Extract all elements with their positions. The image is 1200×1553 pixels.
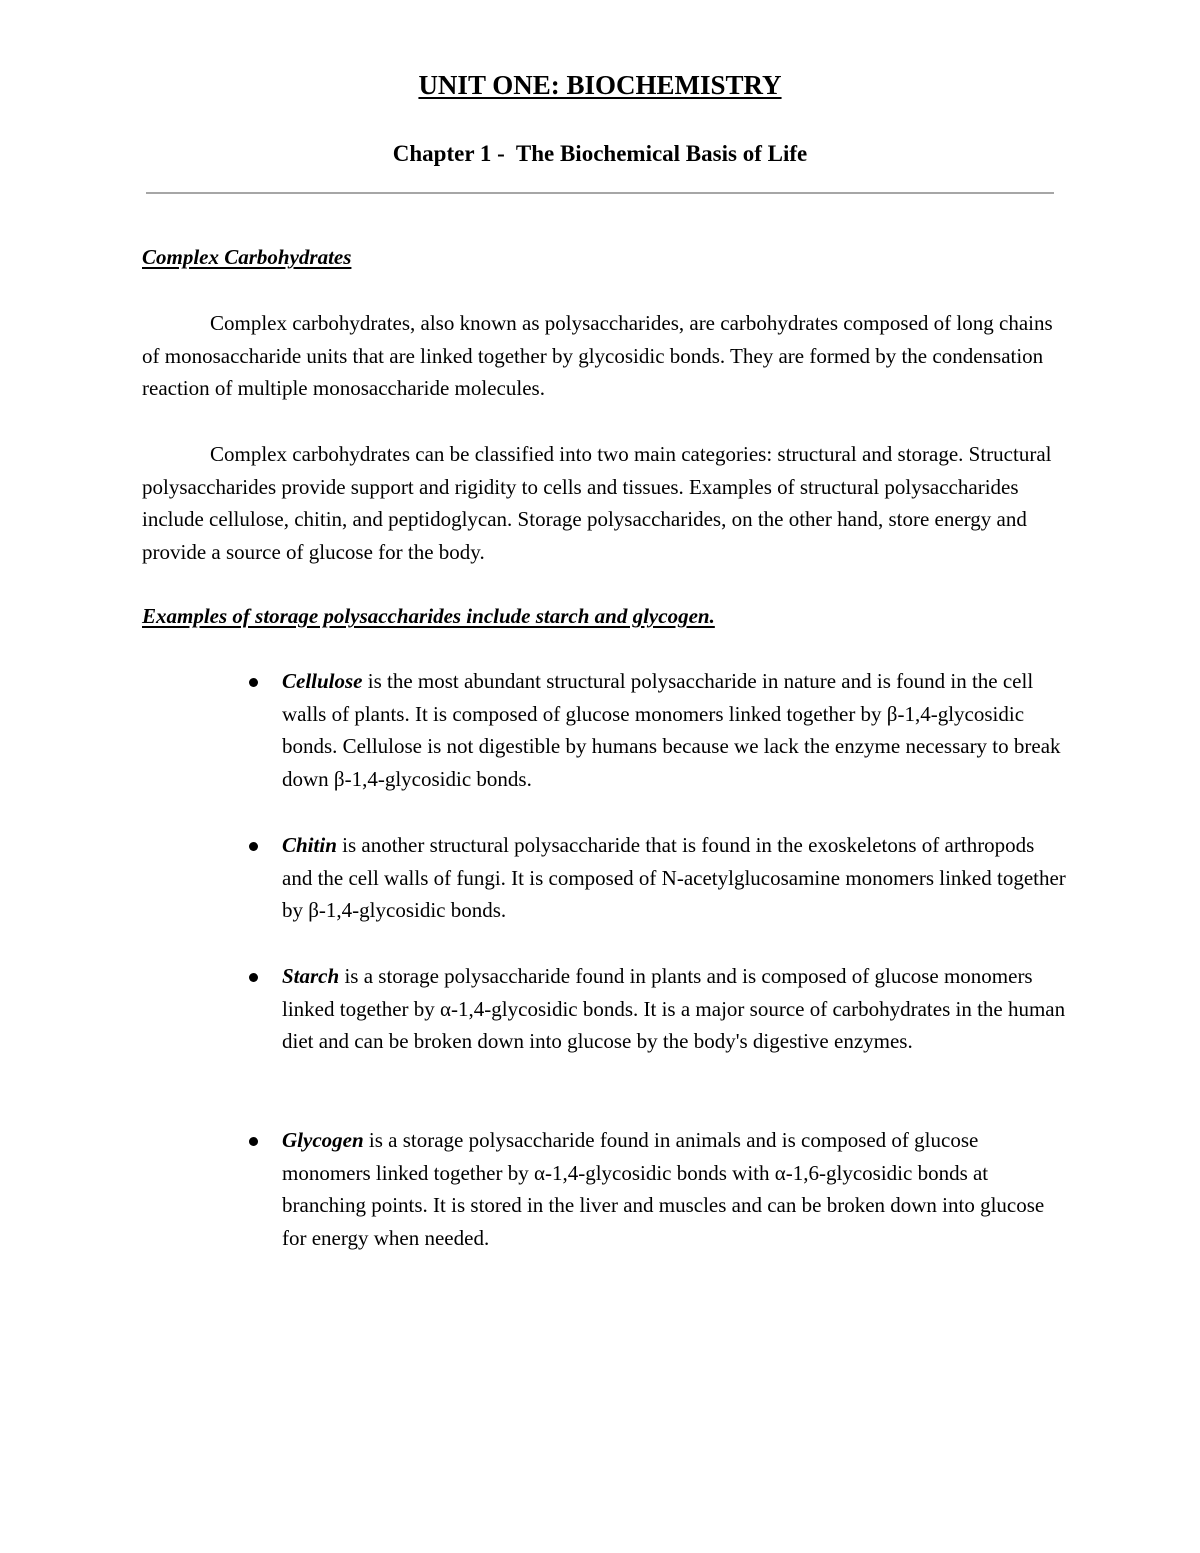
bullet-text: is a storage polysaccharide found in animals and is composed of glucose monomers linked together by α-1,4-glycosidic bonds with α-1,6-glycosidic bonds at branching points. It is stored in the liver and muscles and can be broken down into glucose for energy when needed. [282,1128,1045,1250]
list-item-starch [282,960,1067,1058]
list-item-glycogen [282,1124,1067,1254]
paragraph-classification: Complex carbohydrates can be classified into two main categories: structural and storage. Structural polysaccharides provide support and rigidity to cells and tissues. Examples of structural polysaccharides include cellulose, chitin, and peptidoglycan. Storage polysaccharides, on the other hand, store energy and provide a source of glucose for the body. [142,442,1052,564]
horizontal-divider [146,192,1054,194]
list-item-chitin [282,829,1067,927]
bullet-term: Glycogen [282,1128,364,1152]
bullet-term: Chitin [282,833,337,857]
section-heading-storage-examples: Examples of storage polysaccharides include starch and glycogen. [142,604,715,628]
bullet-icon [249,973,258,982]
bullet-term: Starch [282,964,340,988]
bullet-text: is another structural polysaccharide that is found in the exoskeletons of arthropods and the cell walls of fungi. It is composed of N-acetylglucosamine monomers linked together by β-1,4-glycosidic bonds. [282,833,1066,922]
bullet-term: Cellulose [282,669,363,693]
bullet-icon [249,1137,258,1146]
section-heading-complex-carbohydrates: Complex Carbohydrates [142,245,352,269]
bullet-icon [249,678,258,687]
bullet-text: is a storage polysaccharide found in plants and is composed of glucose monomers linked together by α-1,4-glycosidic bonds. It is a major source of carbohydrates in the human diet and can be broken down into glucose by the body's digestive enzymes. [282,964,1066,1053]
chapter-title: Chapter 1 - The Biochemical Basis of Life [392,141,808,166]
paragraph-definition: Complex carbohydrates, also known as polysaccharides, are carbohydrates composed of long chains of monosaccharide units that are linked together by glycosidic bonds. They are formed by the condensation reaction of multiple monosaccharide molecules. [142,311,1053,400]
list-item-cellulose [282,665,1067,795]
unit-title: UNIT ONE: BIOCHEMISTRY [418,70,782,100]
bullet-icon [249,842,258,851]
bullet-text: is the most abundant structural polysaccharide in nature and is found in the cell walls of plants. It is composed of glucose monomers linked together by β-1,4-glycosidic bonds. Cellulose is not digestible by humans because we lack the enzyme necessary to break down β-1,4-glycosidic bonds. [282,669,1061,791]
